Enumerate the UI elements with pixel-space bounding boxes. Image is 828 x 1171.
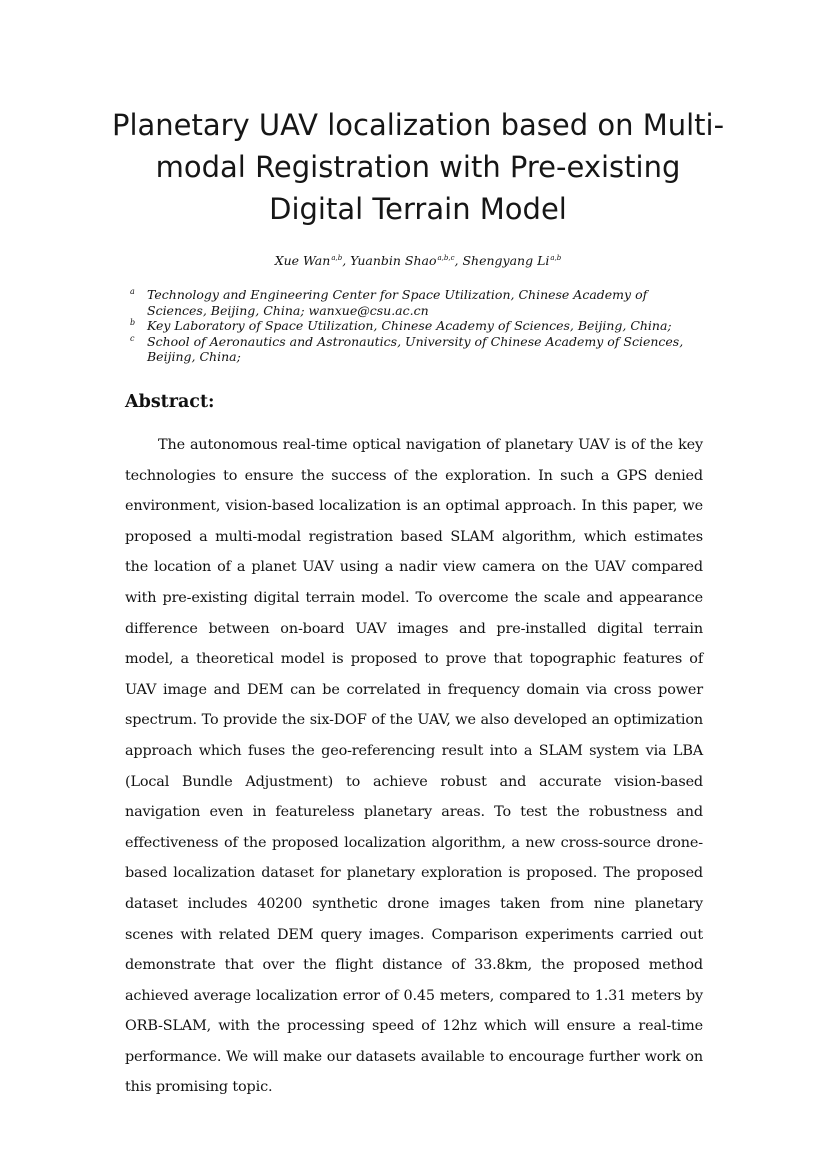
affiliation-text: Key Laboratory of Space Utilization, Chinese Academy of Sciences, Beijing, China;: [147, 318, 672, 333]
paper-title: [110, 104, 726, 230]
affiliation-text: Technology and Engineering Center for Space Utilization, Chinese Academy of Sciences, Beijing, China; wanxue@csu.ac.cn: [147, 287, 648, 318]
author-affiliation-marks: a,b: [550, 253, 562, 262]
title-line-2: modal Registration with Pre-existing: [155, 150, 681, 184]
title-line-3: Digital Terrain Model: [269, 192, 567, 226]
affiliation-mark: a: [130, 287, 135, 296]
author-name: Xue Wan: [274, 253, 331, 268]
author-name: Shengyang Li: [462, 253, 550, 268]
affiliation-mark: c: [130, 333, 135, 343]
author-affiliation-marks: a,b: [331, 253, 343, 262]
author-separator: ,: [342, 253, 351, 268]
affiliation-mark: b: [130, 318, 136, 327]
abstract-heading: Abstract:: [125, 392, 215, 412]
title-line-1: Planetary UAV localization based on Multi-: [111, 108, 725, 142]
author-list: [0, 253, 828, 269]
author-name: Yuanbin Shao: [350, 253, 437, 268]
affiliation-item: [130, 318, 710, 334]
affiliation-list: [130, 287, 710, 365]
affiliation-item: [130, 334, 710, 365]
abstract-body: The autonomous real-time optical navigation of planetary UAV is of the key technologies to ensure the success of the exploration. In such a GPS denied environment, vision-based localization is an optimal approach. In this paper, we proposed a multi-modal registration based SLAM algorithm, which estimates the location of a planet UAV using a nadir view camera on the UAV compared with pre-existing digital terrain model. To overcome the scale and appearance difference between on-board UAV images and pre-installed digital terrain model, a theoretical model is proposed to prove that topographic features of UAV image and DEM can be correlated in frequency domain via cross power spectrum. To provide the six-DOF of the UAV, we also developed an optimization approach which fuses the geo-referencing result into a SLAM system via LBA (Local Bundle Adjustment) to achieve robust and accurate vision-based navigation even in featureless planetary areas. To test the robustness and effectiveness of the proposed localization algorithm, a new cross-source drone-based localization dataset for planetary exploration is proposed. The proposed dataset includes 40200 synthetic drone images taken from nine planetary scenes with related DEM query images. Comparison experiments carried out demonstrate that over the flight distance of 33.8km, the proposed method achieved average localization error of 0.45 meters, compared to 1.31 meters by ORB-SLAM, with the processing speed of 12hz which will ensure a real-time performance. We will make our datasets available to encourage further work on this promising topic.: [125, 437, 703, 1096]
author-affiliation-marks: a,b,c: [437, 253, 455, 262]
affiliation-text: School of Aeronautics and Astronautics, University of Chinese Academy of Sciences, Beijing, China;: [147, 333, 684, 364]
author-separator: ,: [454, 253, 463, 268]
affiliation-item: [130, 287, 710, 318]
